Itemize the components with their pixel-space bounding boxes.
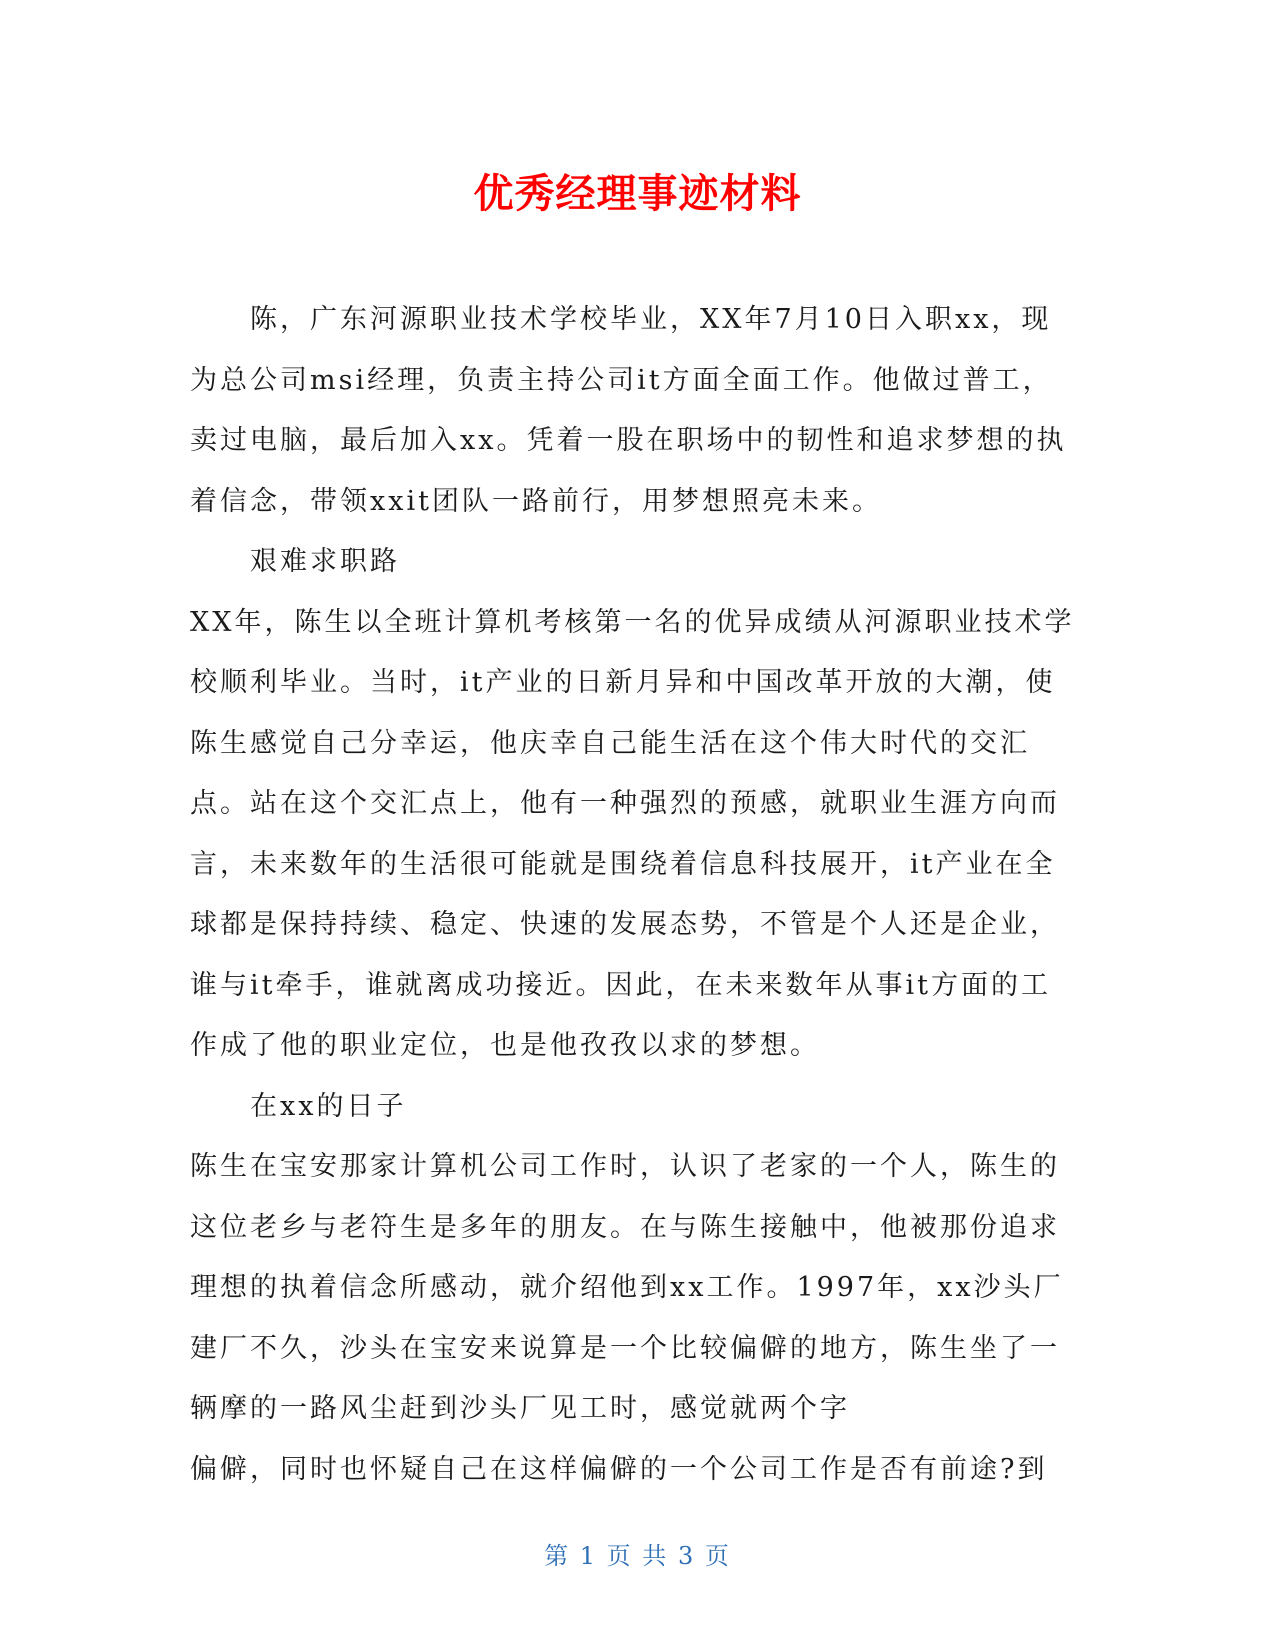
- paragraph-days-at-xx: 陈生在宝安那家计算机公司工作时，认识了老家的一个人，陈生的这位老乡与老符生是多年的朋友。在与陈生接触中，他被那份追求理想的执着信念所感动，就介绍他到xx工作。1997年，xx沙头厂建厂不久，沙头在宝安来说算是一个比较偏僻的地方，陈生坐了一辆摩的一路风尘赶到沙头厂见工时，感觉就两个字: [190, 1151, 1064, 1424]
- paragraph-continuation: 偏僻，同时也怀疑自己在这样偏僻的一个公司工作是否有前途?到: [190, 1453, 1048, 1485]
- document-body: [190, 290, 1080, 1500]
- page-number-footer: 第 1 页 共 3 页: [544, 1542, 731, 1570]
- paragraph-job-search: XX年，陈生以全班计算机考核第一名的优异成绩从河源职业技术学校顺利毕业。当时，it产业的日新月异和中国改革开放的大潮，使陈生感觉自己分幸运，他庆幸自己能生活在这个伟大时代的交汇点。站在这个交汇点上，他有一种强烈的预感，就职业生涯方向而言，未来数年的生活很可能就是围绕着信息科技展开，it产业在全球都是保持持续、稳定、快速的发展态势，不管是个人还是企业，谁与it牵手，谁就离成功接近。因此，在未来数年从事it方面的工作成了他的职业定位，也是他孜孜以求的梦想。: [190, 606, 1075, 1061]
- section-heading-job-search: 艰难求职路: [250, 546, 400, 577]
- page-title: 优秀经理事迹材料: [473, 171, 802, 217]
- section-heading-days-at-xx: 在xx的日子: [250, 1090, 407, 1122]
- paragraph-intro: 陈，广东河源职业技术学校毕业，XX年7月10日入职xx，现为总公司msi经理，负责主持公司it方面全面工作。他做过普工，卖过电脑，最后加入xx。凭着一股在职场中的韧性和追求梦想的执着信念，带领xxit团队一路前行，用梦想照亮未来。: [190, 304, 1067, 517]
